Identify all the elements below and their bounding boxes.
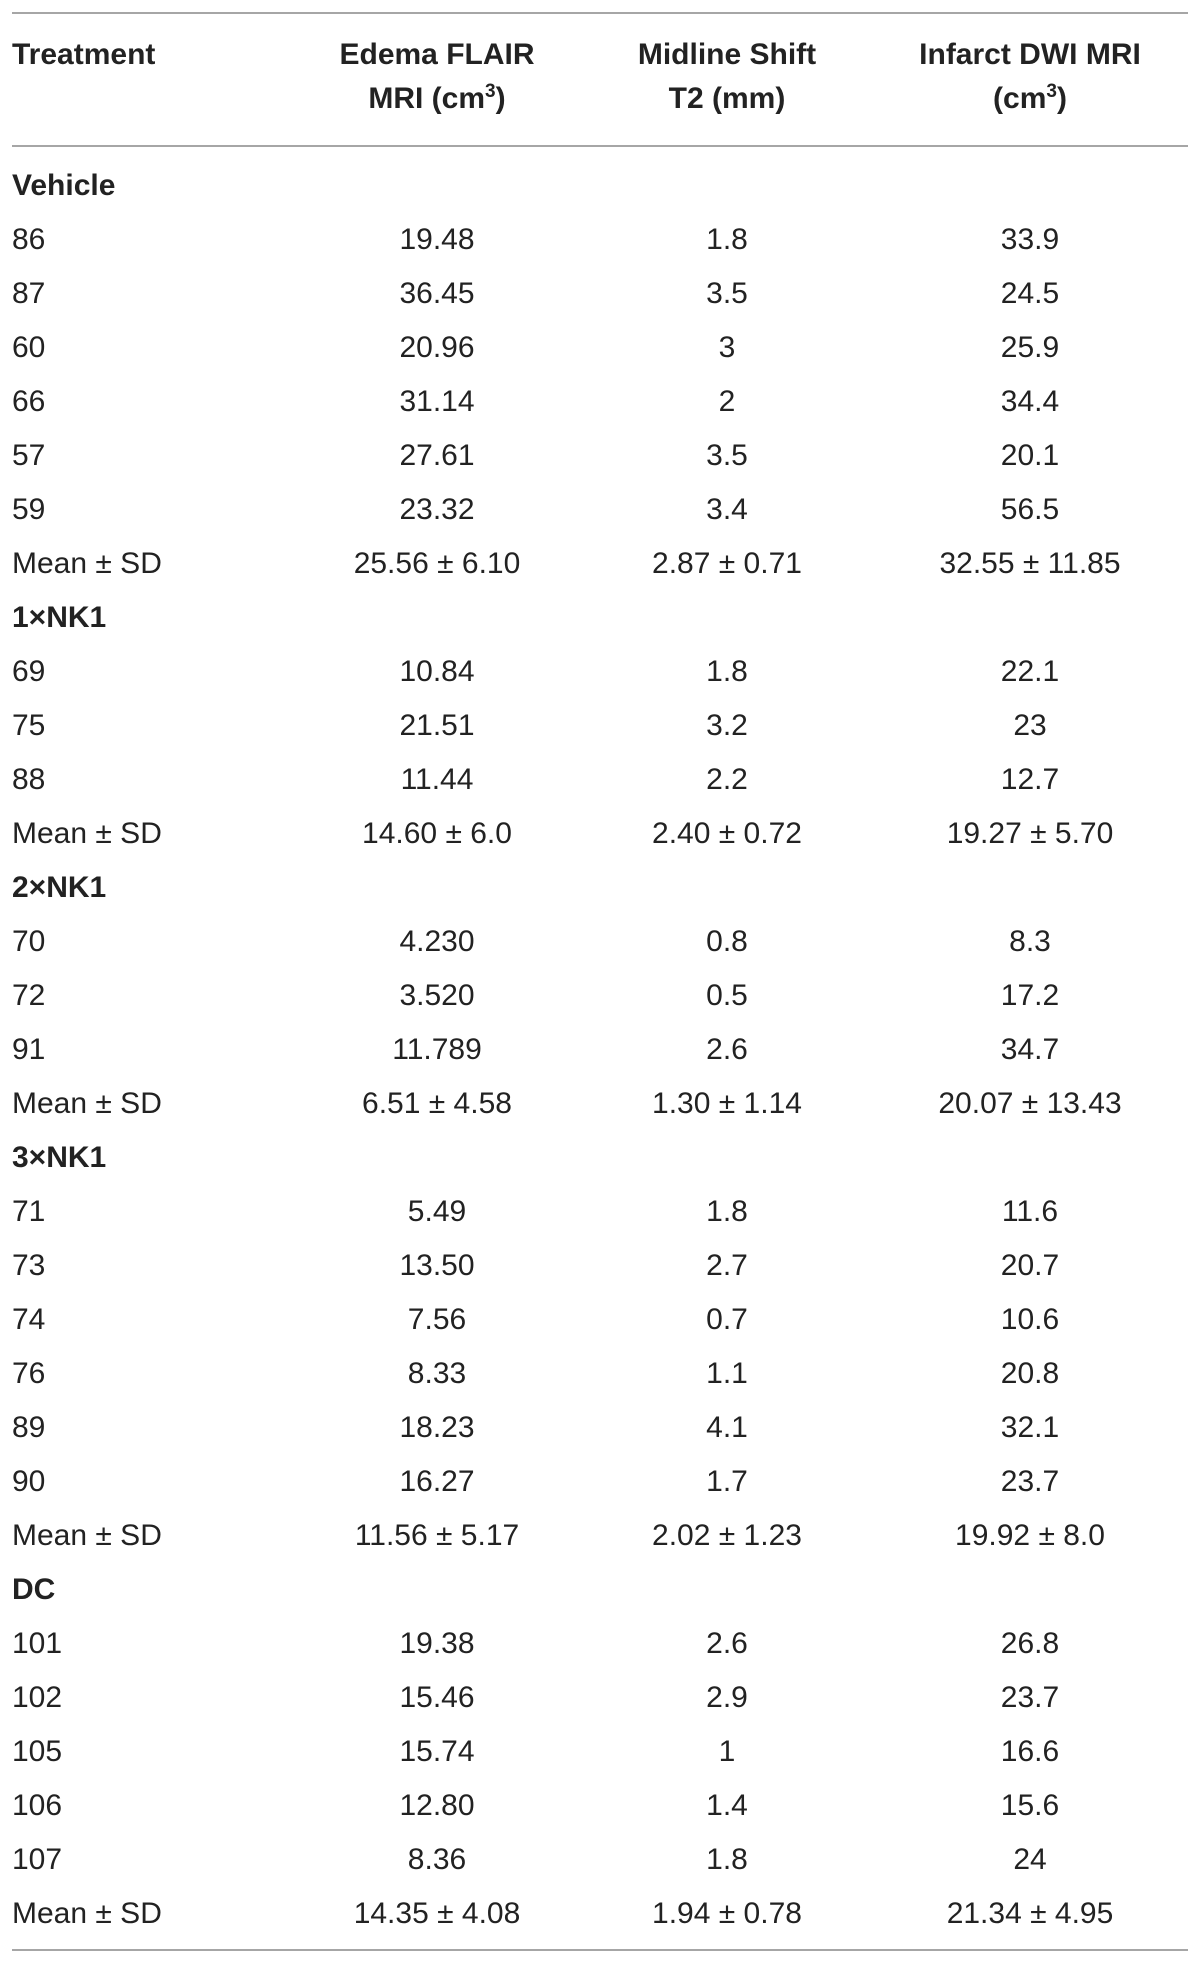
cell-infarct-dwi: 25.9 <box>1000 331 1060 364</box>
summary-row <box>12 1887 1188 1950</box>
cell-infarct-dwi: 22.1 <box>1000 655 1060 688</box>
table-row <box>12 1779 1188 1833</box>
cell-edema-flair: 11.56 ± 5.17 <box>354 1519 520 1552</box>
cell-midline-shift: 3.2 <box>706 709 748 742</box>
header-infarct-line2: (cm <box>993 82 1047 115</box>
cell-midline-shift: 1.30 ± 1.14 <box>652 1087 802 1120</box>
table-row <box>12 969 1188 1023</box>
cell-infarct-dwi: 24.5 <box>1000 277 1060 310</box>
table-row <box>12 1455 1188 1509</box>
cell-subject-id: 57 <box>12 439 46 472</box>
cell-infarct-dwi: 16.6 <box>1000 1735 1060 1768</box>
cell-edema-flair: 27.61 <box>399 439 475 472</box>
cell-midline-shift: 2.6 <box>706 1033 748 1066</box>
header-edema-line1: Edema FLAIR <box>339 38 535 71</box>
cell-subject-id: Mean ± SD <box>12 1087 162 1120</box>
cell-edema-flair: 10.84 <box>399 655 475 688</box>
cell-subject-id: 102 <box>12 1681 63 1714</box>
cell-infarct-dwi: 20.7 <box>1000 1249 1060 1282</box>
cell-midline-shift: 3.4 <box>706 493 748 526</box>
cell-midline-shift: 1.8 <box>706 655 748 688</box>
table-row <box>12 915 1188 969</box>
cell-midline-shift: 0.8 <box>706 925 748 958</box>
header-infarct-close: ) <box>1056 82 1067 115</box>
cell-midline-shift: 2.7 <box>706 1249 748 1282</box>
header-infarct-line1: Infarct DWI MRI <box>919 38 1141 71</box>
cell-infarct-dwi: 20.07 ± 13.43 <box>938 1087 1122 1120</box>
cell-subject-id: Mean ± SD <box>12 1519 162 1552</box>
cell-edema-flair: 13.50 <box>399 1249 475 1282</box>
cell-subject-id: 86 <box>12 223 46 256</box>
cell-midline-shift: 3.5 <box>706 277 748 310</box>
cell-edema-flair: 11.789 <box>392 1033 482 1066</box>
cell-subject-id: 105 <box>12 1735 63 1768</box>
cell-edema-flair: 23.32 <box>399 493 475 526</box>
cell-edema-flair: 8.33 <box>407 1357 467 1390</box>
cell-midline-shift: 0.5 <box>706 979 748 1012</box>
group-name: 3×NK1 <box>12 1141 107 1174</box>
cell-midline-shift: 1 <box>718 1735 736 1768</box>
table-body <box>12 146 1188 1950</box>
table-row <box>12 375 1188 429</box>
group-name: Vehicle <box>12 169 116 202</box>
table-row <box>12 483 1188 537</box>
cell-midline-shift: 1.8 <box>706 223 748 256</box>
summary-row <box>12 1077 1188 1131</box>
group-name: 2×NK1 <box>12 871 107 904</box>
cell-edema-flair: 21.51 <box>399 709 475 742</box>
summary-row <box>12 807 1188 861</box>
cell-subject-id: 70 <box>12 925 46 958</box>
cell-edema-flair: 8.36 <box>407 1843 467 1876</box>
cell-subject-id: 88 <box>12 763 46 796</box>
cell-midline-shift: 3.5 <box>706 439 748 472</box>
header-treatment-label: Treatment <box>12 38 156 71</box>
cell-midline-shift: 2.6 <box>706 1627 748 1660</box>
table-row <box>12 753 1188 807</box>
cell-midline-shift: 1.4 <box>706 1789 748 1822</box>
header-treatment <box>12 13 292 146</box>
group-name: 1×NK1 <box>12 601 107 634</box>
header-edema-superscript: 3 <box>485 81 496 102</box>
cell-midline-shift: 1.8 <box>706 1843 748 1876</box>
table-row <box>12 699 1188 753</box>
cell-infarct-dwi: 32.55 ± 11.85 <box>939 547 1121 580</box>
cell-midline-shift: 2.87 ± 0.71 <box>652 547 802 580</box>
cell-infarct-dwi: 23 <box>1013 709 1047 742</box>
cell-midline-shift: 1.7 <box>706 1465 748 1498</box>
header-infarct-superscript: 3 <box>1046 81 1057 102</box>
cell-edema-flair: 6.51 ± 4.58 <box>362 1087 512 1120</box>
cell-subject-id: 87 <box>12 277 46 310</box>
cell-infarct-dwi: 15.6 <box>1000 1789 1060 1822</box>
cell-edema-flair: 14.35 ± 4.08 <box>353 1897 521 1930</box>
cell-subject-id: 76 <box>12 1357 46 1390</box>
cell-edema-flair: 20.96 <box>399 331 475 364</box>
cell-edema-flair: 14.60 ± 6.0 <box>362 817 512 850</box>
cell-infarct-dwi: 19.92 ± 8.0 <box>955 1519 1105 1552</box>
header-midline-line1: Midline Shift <box>637 38 817 71</box>
group-header-row <box>12 146 1188 213</box>
cell-subject-id: 107 <box>12 1843 63 1876</box>
cell-subject-id: 72 <box>12 979 46 1012</box>
cell-infarct-dwi: 12.7 <box>1000 763 1060 796</box>
cell-subject-id: Mean ± SD <box>12 547 162 580</box>
cell-midline-shift: 1.8 <box>706 1195 748 1228</box>
cell-infarct-dwi: 20.8 <box>1000 1357 1060 1390</box>
table-row <box>12 1347 1188 1401</box>
group-header-row <box>12 861 1188 915</box>
cell-infarct-dwi: 10.6 <box>1000 1303 1060 1336</box>
cell-edema-flair: 36.45 <box>399 277 475 310</box>
cell-edema-flair: 18.23 <box>399 1411 475 1444</box>
cell-infarct-dwi: 8.3 <box>1009 925 1051 958</box>
cell-midline-shift: 1.94 ± 0.78 <box>652 1897 802 1930</box>
table-row <box>12 1671 1188 1725</box>
cell-edema-flair: 12.80 <box>399 1789 475 1822</box>
cell-midline-shift: 2.2 <box>706 763 748 796</box>
cell-infarct-dwi: 33.9 <box>1000 223 1060 256</box>
header-edema-close: ) <box>495 82 506 115</box>
table-row <box>12 1401 1188 1455</box>
cell-infarct-dwi: 19.27 ± 5.70 <box>946 817 1114 850</box>
header-row <box>12 13 1188 146</box>
header-edema <box>292 13 582 146</box>
cell-infarct-dwi: 26.8 <box>1000 1627 1060 1660</box>
cell-edema-flair: 5.49 <box>407 1195 467 1228</box>
cell-subject-id: 73 <box>12 1249 46 1282</box>
table-row <box>12 429 1188 483</box>
cell-subject-id: 90 <box>12 1465 46 1498</box>
cell-subject-id: 106 <box>12 1789 63 1822</box>
header-midline-line2: T2 (mm) <box>668 82 786 115</box>
table-row <box>12 1023 1188 1077</box>
cell-midline-shift: 2.9 <box>706 1681 748 1714</box>
cell-infarct-dwi: 24 <box>1013 1843 1047 1876</box>
cell-subject-id: Mean ± SD <box>12 817 162 850</box>
cell-edema-flair: 15.46 <box>399 1681 475 1714</box>
cell-infarct-dwi: 20.1 <box>1000 439 1060 472</box>
cell-edema-flair: 16.27 <box>399 1465 475 1498</box>
cell-subject-id: 75 <box>12 709 46 742</box>
table-row <box>12 645 1188 699</box>
cell-infarct-dwi: 21.34 ± 4.95 <box>946 1897 1114 1930</box>
table-row <box>12 1833 1188 1887</box>
cell-infarct-dwi: 34.7 <box>1000 1033 1060 1066</box>
cell-edema-flair: 3.520 <box>399 979 475 1012</box>
cell-edema-flair: 31.14 <box>399 385 475 418</box>
table-row <box>12 1617 1188 1671</box>
cell-subject-id: 60 <box>12 331 46 364</box>
table-header <box>12 13 1188 146</box>
data-table-container <box>12 12 1188 1951</box>
table-row <box>12 1185 1188 1239</box>
cell-midline-shift: 2.40 ± 0.72 <box>652 817 802 850</box>
cell-subject-id: 91 <box>12 1033 46 1066</box>
cell-edema-flair: 11.44 <box>400 763 474 796</box>
cell-edema-flair: 15.74 <box>399 1735 475 1768</box>
table-row <box>12 213 1188 267</box>
cell-edema-flair: 7.56 <box>407 1303 467 1336</box>
table-row <box>12 1239 1188 1293</box>
cell-subject-id: 101 <box>12 1627 63 1660</box>
group-name: DC <box>12 1573 56 1606</box>
cell-infarct-dwi: 23.7 <box>1000 1681 1060 1714</box>
cell-edema-flair: 25.56 ± 6.10 <box>353 547 521 580</box>
cell-infarct-dwi: 23.7 <box>1000 1465 1060 1498</box>
group-header-row <box>12 1563 1188 1617</box>
cell-subject-id: 66 <box>12 385 46 418</box>
cell-subject-id: 71 <box>12 1195 46 1228</box>
header-edema-line2: MRI (cm <box>368 82 486 115</box>
results-table <box>12 12 1188 1951</box>
cell-infarct-dwi: 56.5 <box>1000 493 1060 526</box>
cell-edema-flair: 4.230 <box>399 925 475 958</box>
header-infarct <box>872 13 1188 146</box>
cell-subject-id: 89 <box>12 1411 46 1444</box>
group-header-row <box>12 591 1188 645</box>
table-row <box>12 1725 1188 1779</box>
table-row <box>12 1293 1188 1347</box>
summary-row <box>12 1509 1188 1563</box>
cell-midline-shift: 0.7 <box>706 1303 748 1336</box>
cell-infarct-dwi: 34.4 <box>1000 385 1060 418</box>
cell-subject-id: 69 <box>12 655 46 688</box>
cell-subject-id: 74 <box>12 1303 46 1336</box>
cell-subject-id: Mean ± SD <box>12 1897 162 1930</box>
group-header-row <box>12 1131 1188 1185</box>
table-row <box>12 321 1188 375</box>
cell-subject-id: 59 <box>12 493 46 526</box>
cell-infarct-dwi: 17.2 <box>1000 979 1060 1012</box>
cell-edema-flair: 19.38 <box>399 1627 475 1660</box>
header-midline-shift <box>582 13 872 146</box>
cell-midline-shift: 2.02 ± 1.23 <box>652 1519 802 1552</box>
cell-midline-shift: 2 <box>718 385 736 418</box>
summary-row <box>12 537 1188 591</box>
cell-edema-flair: 19.48 <box>399 223 475 256</box>
cell-midline-shift: 3 <box>718 331 736 364</box>
cell-infarct-dwi: 11.6 <box>1001 1195 1059 1228</box>
cell-midline-shift: 4.1 <box>706 1411 748 1444</box>
table-row <box>12 267 1188 321</box>
cell-infarct-dwi: 32.1 <box>1000 1411 1060 1444</box>
cell-midline-shift: 1.1 <box>706 1357 748 1390</box>
